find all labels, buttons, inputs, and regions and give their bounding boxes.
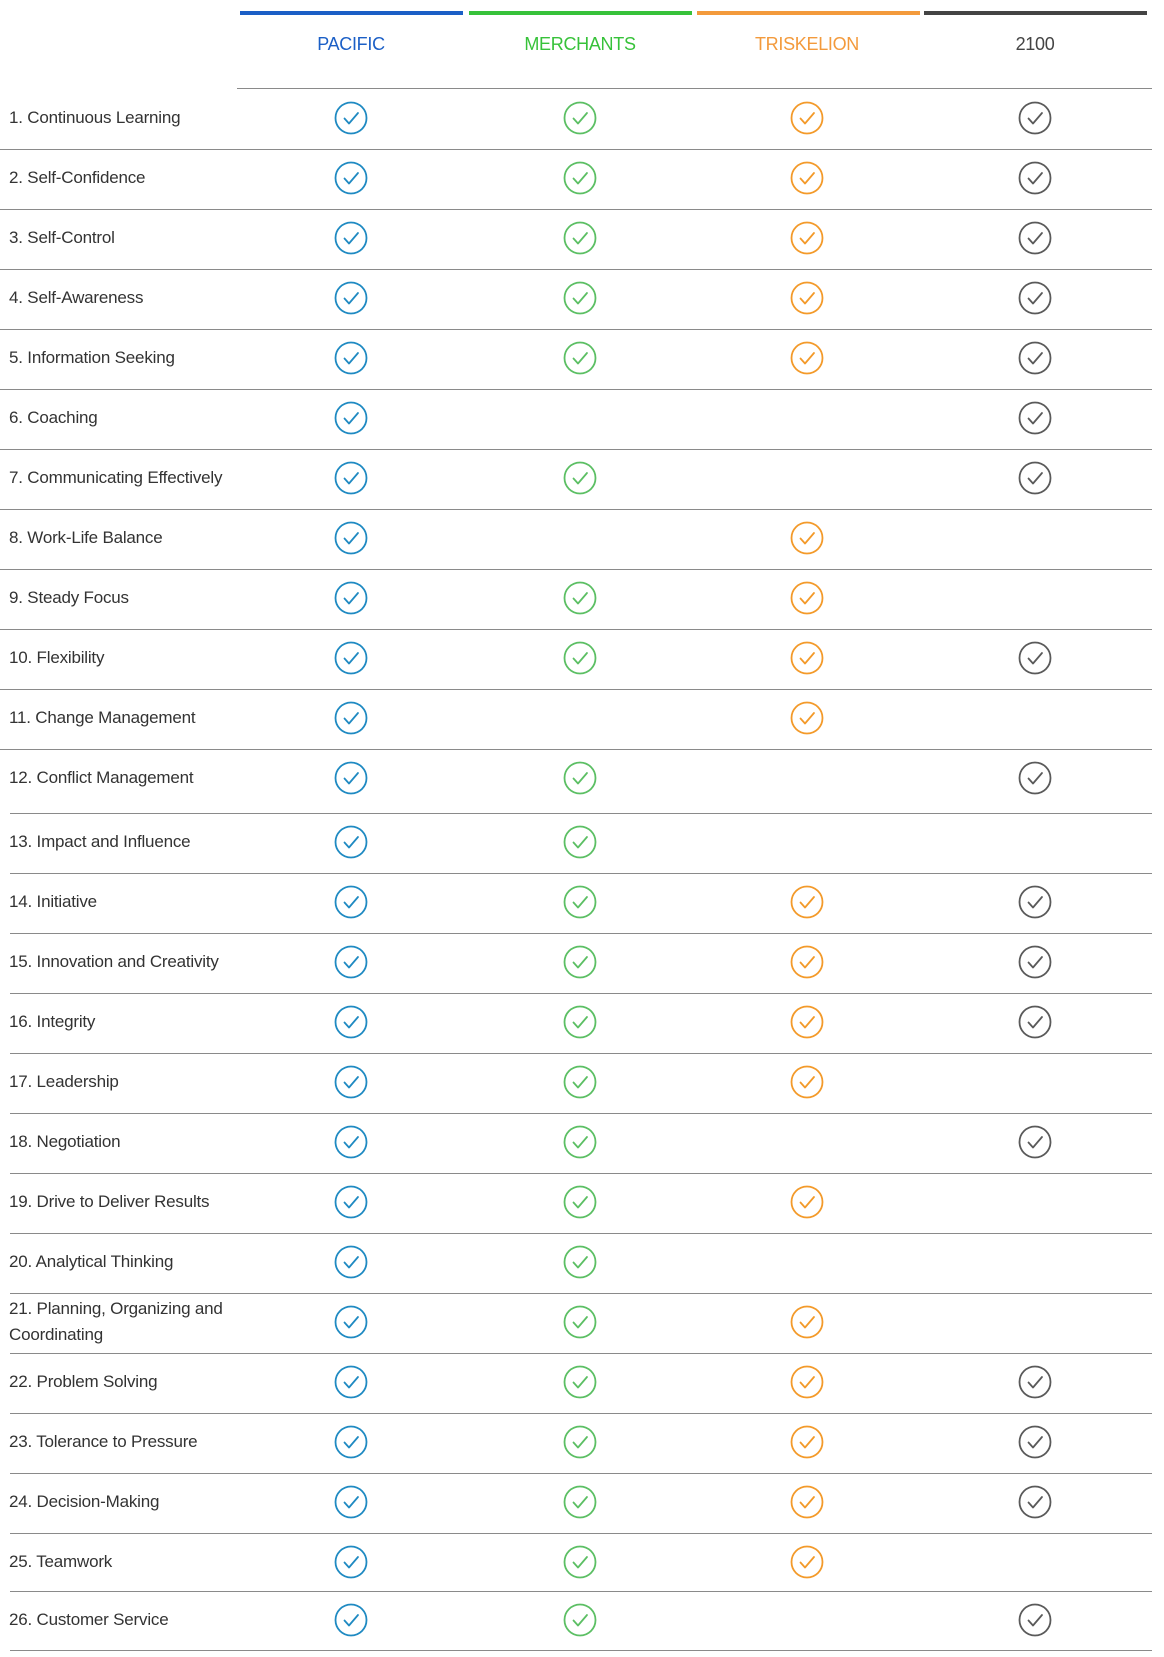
row-label: 22. Problem Solving bbox=[9, 1372, 158, 1391]
check-circle-icon bbox=[790, 161, 824, 195]
check-circle-icon bbox=[563, 101, 597, 135]
check-circle-icon bbox=[563, 1603, 597, 1637]
check-circle-icon bbox=[563, 581, 597, 615]
row-label: 4. Self-Awareness bbox=[9, 288, 144, 307]
check-circle-icon bbox=[334, 1245, 368, 1279]
row-label: 16. Integrity bbox=[9, 1012, 96, 1031]
check-circle-icon bbox=[790, 1185, 824, 1219]
row-label: 25. Teamwork bbox=[9, 1552, 113, 1571]
check-circle-icon bbox=[334, 1005, 368, 1039]
check-circle-icon bbox=[1018, 761, 1052, 795]
row-label: 8. Work-Life Balance bbox=[9, 528, 163, 547]
check-circle-icon bbox=[1018, 1603, 1052, 1637]
check-circle-icon bbox=[1018, 161, 1052, 195]
row-divider bbox=[0, 149, 1152, 150]
row-divider bbox=[10, 873, 1152, 874]
row-label: 26. Customer Service bbox=[9, 1610, 169, 1629]
check-circle-icon bbox=[1018, 221, 1052, 255]
check-circle-icon bbox=[1018, 1425, 1052, 1459]
check-circle-icon bbox=[334, 641, 368, 675]
check-circle-icon bbox=[790, 701, 824, 735]
column-color-bar-triskelion bbox=[697, 11, 920, 15]
check-circle-icon bbox=[1018, 1485, 1052, 1519]
check-circle-icon bbox=[563, 945, 597, 979]
row-divider bbox=[0, 689, 1152, 690]
check-circle-icon bbox=[334, 101, 368, 135]
row-divider bbox=[0, 329, 1152, 330]
check-circle-icon bbox=[563, 1125, 597, 1159]
check-circle-icon bbox=[334, 1305, 368, 1339]
check-circle-icon bbox=[790, 581, 824, 615]
check-circle-icon bbox=[334, 1125, 368, 1159]
check-circle-icon bbox=[334, 1185, 368, 1219]
check-circle-icon bbox=[563, 825, 597, 859]
check-circle-icon bbox=[790, 1065, 824, 1099]
check-circle-icon bbox=[790, 1305, 824, 1339]
row-divider bbox=[0, 389, 1152, 390]
check-circle-icon bbox=[790, 945, 824, 979]
check-circle-icon bbox=[334, 1485, 368, 1519]
check-circle-icon bbox=[563, 1425, 597, 1459]
check-circle-icon bbox=[334, 1425, 368, 1459]
check-circle-icon bbox=[334, 581, 368, 615]
check-circle-icon bbox=[563, 461, 597, 495]
check-circle-icon bbox=[334, 1065, 368, 1099]
check-circle-icon bbox=[1018, 1005, 1052, 1039]
column-color-bar-pacific bbox=[240, 11, 463, 15]
row-divider bbox=[10, 1053, 1152, 1054]
row-divider bbox=[10, 1650, 1152, 1651]
column-color-bar-merchants bbox=[469, 11, 692, 15]
check-circle-icon bbox=[563, 1545, 597, 1579]
check-circle-icon bbox=[1018, 401, 1052, 435]
check-circle-icon bbox=[563, 1245, 597, 1279]
check-circle-icon bbox=[563, 1065, 597, 1099]
check-circle-icon bbox=[1018, 281, 1052, 315]
row-divider bbox=[0, 749, 1152, 750]
row-divider bbox=[10, 1233, 1152, 1234]
check-circle-icon bbox=[1018, 885, 1052, 919]
row-divider bbox=[0, 269, 1152, 270]
check-circle-icon bbox=[790, 521, 824, 555]
row-label: 11. Change Management bbox=[9, 708, 196, 727]
check-circle-icon bbox=[1018, 641, 1052, 675]
row-label: 10. Flexibility bbox=[9, 648, 105, 667]
row-label: 17. Leadership bbox=[9, 1072, 119, 1091]
check-circle-icon bbox=[334, 885, 368, 919]
check-circle-icon bbox=[790, 641, 824, 675]
check-circle-icon bbox=[334, 281, 368, 315]
check-circle-icon bbox=[563, 1305, 597, 1339]
check-circle-icon bbox=[563, 641, 597, 675]
row-divider bbox=[10, 993, 1152, 994]
check-circle-icon bbox=[334, 521, 368, 555]
row-label: 2. Self-Confidence bbox=[9, 168, 146, 187]
row-divider bbox=[10, 1533, 1152, 1534]
row-label: 23. Tolerance to Pressure bbox=[9, 1432, 198, 1451]
row-divider bbox=[10, 1413, 1152, 1414]
check-circle-icon bbox=[563, 1005, 597, 1039]
row-divider bbox=[0, 509, 1152, 510]
check-circle-icon bbox=[563, 1365, 597, 1399]
row-label: 1. Continuous Learning bbox=[9, 108, 181, 127]
column-header-merchants: MERCHANTS bbox=[524, 34, 636, 54]
check-circle-icon bbox=[334, 945, 368, 979]
check-circle-icon bbox=[563, 1485, 597, 1519]
column-header-col2100: 2100 bbox=[1015, 34, 1055, 54]
check-circle-icon bbox=[790, 885, 824, 919]
check-circle-icon bbox=[790, 101, 824, 135]
check-circle-icon bbox=[1018, 1125, 1052, 1159]
check-circle-icon bbox=[334, 401, 368, 435]
row-divider bbox=[10, 813, 1152, 814]
row-divider bbox=[0, 629, 1152, 630]
check-circle-icon bbox=[790, 1425, 824, 1459]
check-circle-icon bbox=[334, 161, 368, 195]
check-circle-icon bbox=[334, 341, 368, 375]
row-label: 19. Drive to Deliver Results bbox=[9, 1192, 210, 1211]
row-label: 5. Information Seeking bbox=[9, 348, 175, 367]
check-circle-icon bbox=[563, 161, 597, 195]
check-circle-icon bbox=[334, 1603, 368, 1637]
row-label: 3. Self-Control bbox=[9, 228, 115, 247]
row-divider bbox=[0, 209, 1152, 210]
check-circle-icon bbox=[563, 761, 597, 795]
check-circle-icon bbox=[563, 885, 597, 919]
row-label: 7. Communicating Effectively bbox=[9, 468, 223, 487]
row-divider bbox=[10, 1113, 1152, 1114]
check-circle-icon bbox=[790, 1485, 824, 1519]
row-divider bbox=[10, 933, 1152, 934]
check-circle-icon bbox=[1018, 1365, 1052, 1399]
row-label: 12. Conflict Management bbox=[9, 768, 194, 787]
check-circle-icon bbox=[563, 221, 597, 255]
row-divider bbox=[0, 449, 1152, 450]
row-divider bbox=[10, 1591, 1152, 1592]
check-circle-icon bbox=[334, 825, 368, 859]
check-circle-icon bbox=[1018, 461, 1052, 495]
row-label: 6. Coaching bbox=[9, 408, 98, 427]
check-circle-icon bbox=[1018, 341, 1052, 375]
check-circle-icon bbox=[1018, 101, 1052, 135]
row-divider bbox=[10, 1473, 1152, 1474]
check-circle-icon bbox=[334, 1365, 368, 1399]
header-divider bbox=[237, 88, 1152, 89]
row-divider bbox=[0, 569, 1152, 570]
check-circle-icon bbox=[334, 701, 368, 735]
check-circle-icon bbox=[1018, 945, 1052, 979]
check-circle-icon bbox=[790, 341, 824, 375]
row-label: 15. Innovation and Creativity bbox=[9, 952, 219, 971]
row-divider bbox=[10, 1173, 1152, 1174]
check-circle-icon bbox=[334, 1545, 368, 1579]
column-header-triskelion: TRISKELION bbox=[754, 34, 860, 54]
check-circle-icon bbox=[563, 341, 597, 375]
check-circle-icon bbox=[334, 221, 368, 255]
check-circle-icon bbox=[563, 281, 597, 315]
check-circle-icon bbox=[334, 461, 368, 495]
check-circle-icon bbox=[790, 1545, 824, 1579]
check-circle-icon bbox=[790, 1365, 824, 1399]
check-circle-icon bbox=[790, 1005, 824, 1039]
row-label: 21. Planning, Organizing and Coordinating bbox=[9, 1299, 223, 1344]
row-label: 20. Analytical Thinking bbox=[9, 1252, 174, 1271]
row-label: 9. Steady Focus bbox=[9, 588, 129, 607]
row-label: 18. Negotiation bbox=[9, 1132, 121, 1151]
row-label: 14. Initiative bbox=[9, 892, 97, 911]
check-circle-icon bbox=[790, 221, 824, 255]
row-label: 24. Decision-Making bbox=[9, 1492, 160, 1511]
column-header-pacific: PACIFIC bbox=[317, 34, 385, 54]
row-divider bbox=[10, 1293, 1152, 1294]
row-label: 13. Impact and Influence bbox=[9, 832, 191, 851]
check-circle-icon bbox=[563, 1185, 597, 1219]
check-circle-icon bbox=[334, 761, 368, 795]
check-circle-icon bbox=[790, 281, 824, 315]
column-color-bar-col2100 bbox=[924, 11, 1147, 15]
row-divider bbox=[10, 1353, 1152, 1354]
